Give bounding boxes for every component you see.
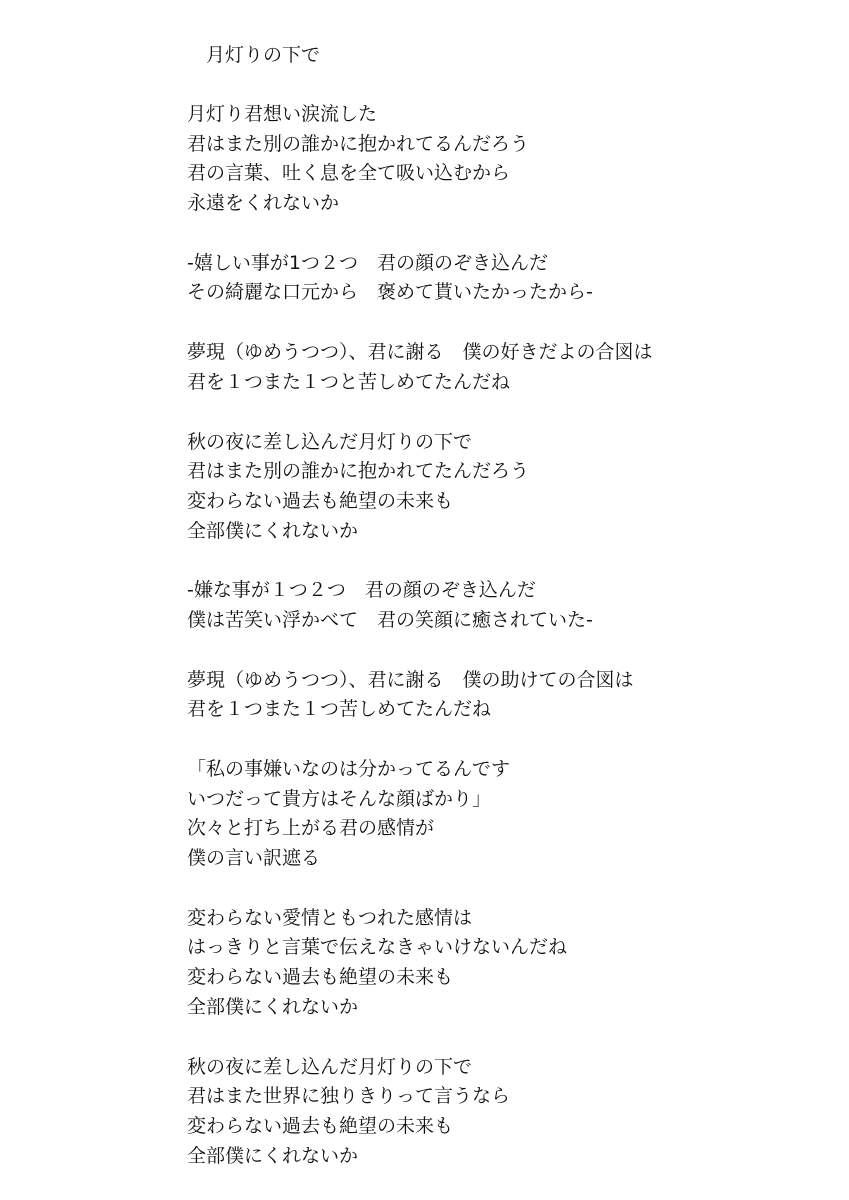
stanza [187, 249, 827, 308]
lyric-line: はっきりと言葉で伝えなきゃいけないんだね [187, 936, 568, 959]
lyric-line: 夢現（ゆめうつつ）、君に謝る 僕の好きだよの合図は [187, 341, 653, 364]
stanza [187, 1053, 827, 1172]
lyric-line: 君を１つまた１つと苦しめてたんだね [187, 370, 511, 393]
lyric-line: 月灯り君想い涙流した [187, 103, 378, 125]
lyric-line: -嬉しい事が1つ２つ 君の顔のぞき込んだ [187, 251, 548, 274]
lyric-line: 僕の言い訳遮る [187, 847, 321, 870]
lyric-line: 君を１つまた１つ苦しめてたんだね [187, 698, 492, 721]
lyric-line: 秋の夜に差し込んだ月灯りの下で [187, 1055, 473, 1078]
lyric-line: 君の言葉、吐く息を全て吸い込むから [187, 162, 511, 185]
document-title: 月灯りの下で [187, 44, 321, 66]
lyric-line: 夢現（ゆめうつつ）、君に謝る 僕の助けての合図は [187, 668, 634, 691]
lyric-line: 全部僕にくれないか [187, 519, 359, 542]
stanza [187, 755, 827, 874]
lyric-line: 君はまた別の誰かに抱かれてるんだろう [187, 132, 530, 155]
lyric-line: その綺麗な口元から 褒めて貰いたかったから- [187, 281, 593, 304]
lyric-line: 変わらない過去も絶望の未来も [187, 966, 454, 989]
stanza [187, 904, 827, 1023]
lyric-line: 変わらない愛情ともつれた感情は [187, 906, 473, 929]
stanza [187, 428, 827, 547]
lyric-line: 全部僕にくれないか [187, 1144, 359, 1167]
lyric-line: 変わらない過去も絶望の未来も [187, 1114, 454, 1137]
stanza [187, 100, 827, 219]
lyric-line: 次々と打ち上がる君の感情が [187, 817, 435, 840]
lyric-line: 秋の夜に差し込んだ月灯りの下で [187, 430, 473, 453]
stanza [187, 666, 827, 725]
lyric-line: 全部僕にくれないか [187, 995, 359, 1018]
lyric-line: 君はまた別の誰かに抱かれてたんだろう [187, 460, 530, 483]
lyric-line: いつだって貴方はそんな顔ばかり」 [187, 787, 492, 810]
stanza [187, 338, 827, 397]
lyric-line: 永遠をくれないか [187, 192, 340, 215]
stanza [187, 576, 827, 635]
lyric-line: 君はまた世界に独りきりって言うなら [187, 1085, 511, 1108]
lyric-line: 僕は苦笑い浮かべて 君の笑顔に癒されていた- [187, 608, 593, 631]
lyric-line: 「私の事嫌いなのは分かってるんです [187, 758, 511, 780]
lyric-line: -嫌な事が１つ２つ 君の顔のぞき込んだ [187, 579, 536, 602]
lyrics-body [187, 40, 827, 1171]
lyric-line: 変わらない過去も絶望の未来も [187, 489, 454, 512]
